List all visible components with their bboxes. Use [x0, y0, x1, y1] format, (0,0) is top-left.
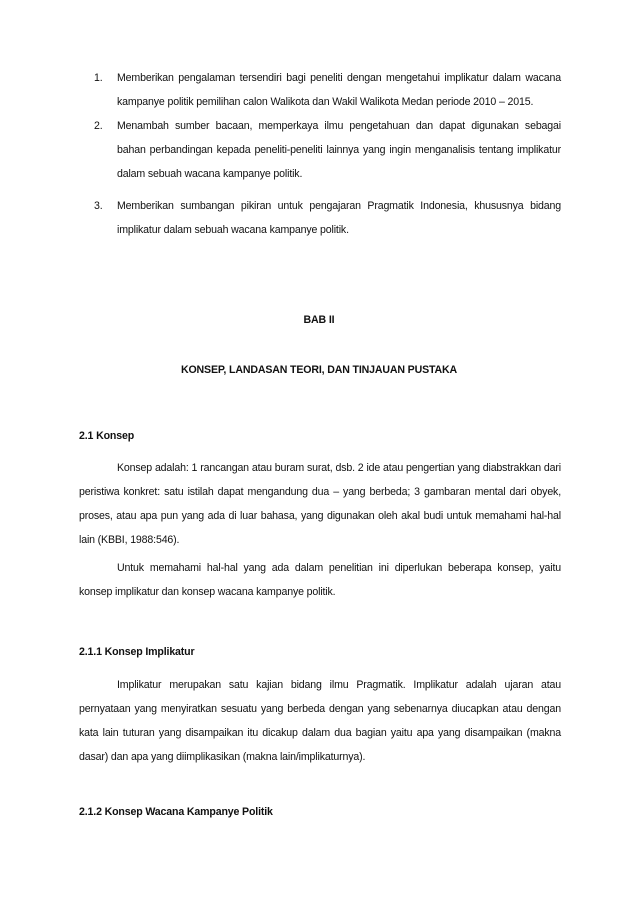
chapter-title: KONSEP, LANDASAN TEORI, DAN TINJAUAN PUSTAKA [180, 364, 458, 376]
list-item-number: 2. [94, 120, 103, 132]
list-item-text: Memberikan pengalaman tersendiri bagi peneliti dengan mengetahui implikatur dalam wacana kampanye politik pemilihan calon Walikota dan Wakil Walikota Medan periode 2010 – 2015. [117, 72, 561, 108]
list-item-text: Menambah sumber bacaan, memperkaya ilmu pengetahuan dan dapat digunakan sebagai bahan perbandingan kepada peneliti-peneliti lainnya yang ingin menganalisis tentang implikatur dalam sebuah wacana kampanye politik. [117, 120, 561, 180]
list-item [0, 114, 638, 186]
section-heading-2-1-1: 2.1.1 Konsep Implikatur [79, 646, 195, 658]
list-item-text: Memberikan sumbangan pikiran untuk pengajaran Pragmatik Indonesia, khususnya bidang implikatur dalam sebuah wacana kampanye politik. [117, 200, 561, 236]
list-item [0, 194, 638, 242]
chapter-label: BAB II [303, 314, 335, 326]
section-heading-2-1-2: 2.1.2 Konsep Wacana Kampanye Politik [79, 806, 273, 818]
list-item-number: 3. [94, 200, 103, 212]
list-item-number: 1. [94, 72, 103, 84]
benefits-list [0, 66, 638, 242]
section-2-1-paragraph-1: Konsep adalah: 1 rancangan atau buram surat, dsb. 2 ide atau pengertian yang diabstrakkan dari peristiwa konkret: satu istilah dapat mengandung dua – yang berbeda; 3 gambaran mental dari obyek, proses, atau apa pun yang ada di luar bahasa, yang digunakan oleh akal budi untuk memahami hal-hal lain (KBBI, 1988:546). [79, 462, 561, 546]
list-spacer [0, 186, 638, 194]
list-item [0, 66, 638, 114]
section-2-1-1-paragraph-1: Implikatur merupakan satu kajian bidang ilmu Pragmatik. Implikatur adalah ujaran atau pernyataan yang menyiratkan sesuatu yang berbeda dengan yang sebenarnya diucapkan atau dengan kata lain tuturan yang disampaikan itu dicakup dalam dua bagian yaitu apa yang disampaikan (makna dasar) dan apa yang diimplikasikan (makna lain/implikaturnya). [79, 679, 561, 763]
section-2-1-paragraph-2: Untuk memahami hal-hal yang ada dalam penelitian ini diperlukan beberapa konsep, yaitu konsep implikatur dan konsep wacana kampanye politik. [79, 562, 561, 598]
section-heading-2-1: 2.1 Konsep [79, 430, 135, 442]
